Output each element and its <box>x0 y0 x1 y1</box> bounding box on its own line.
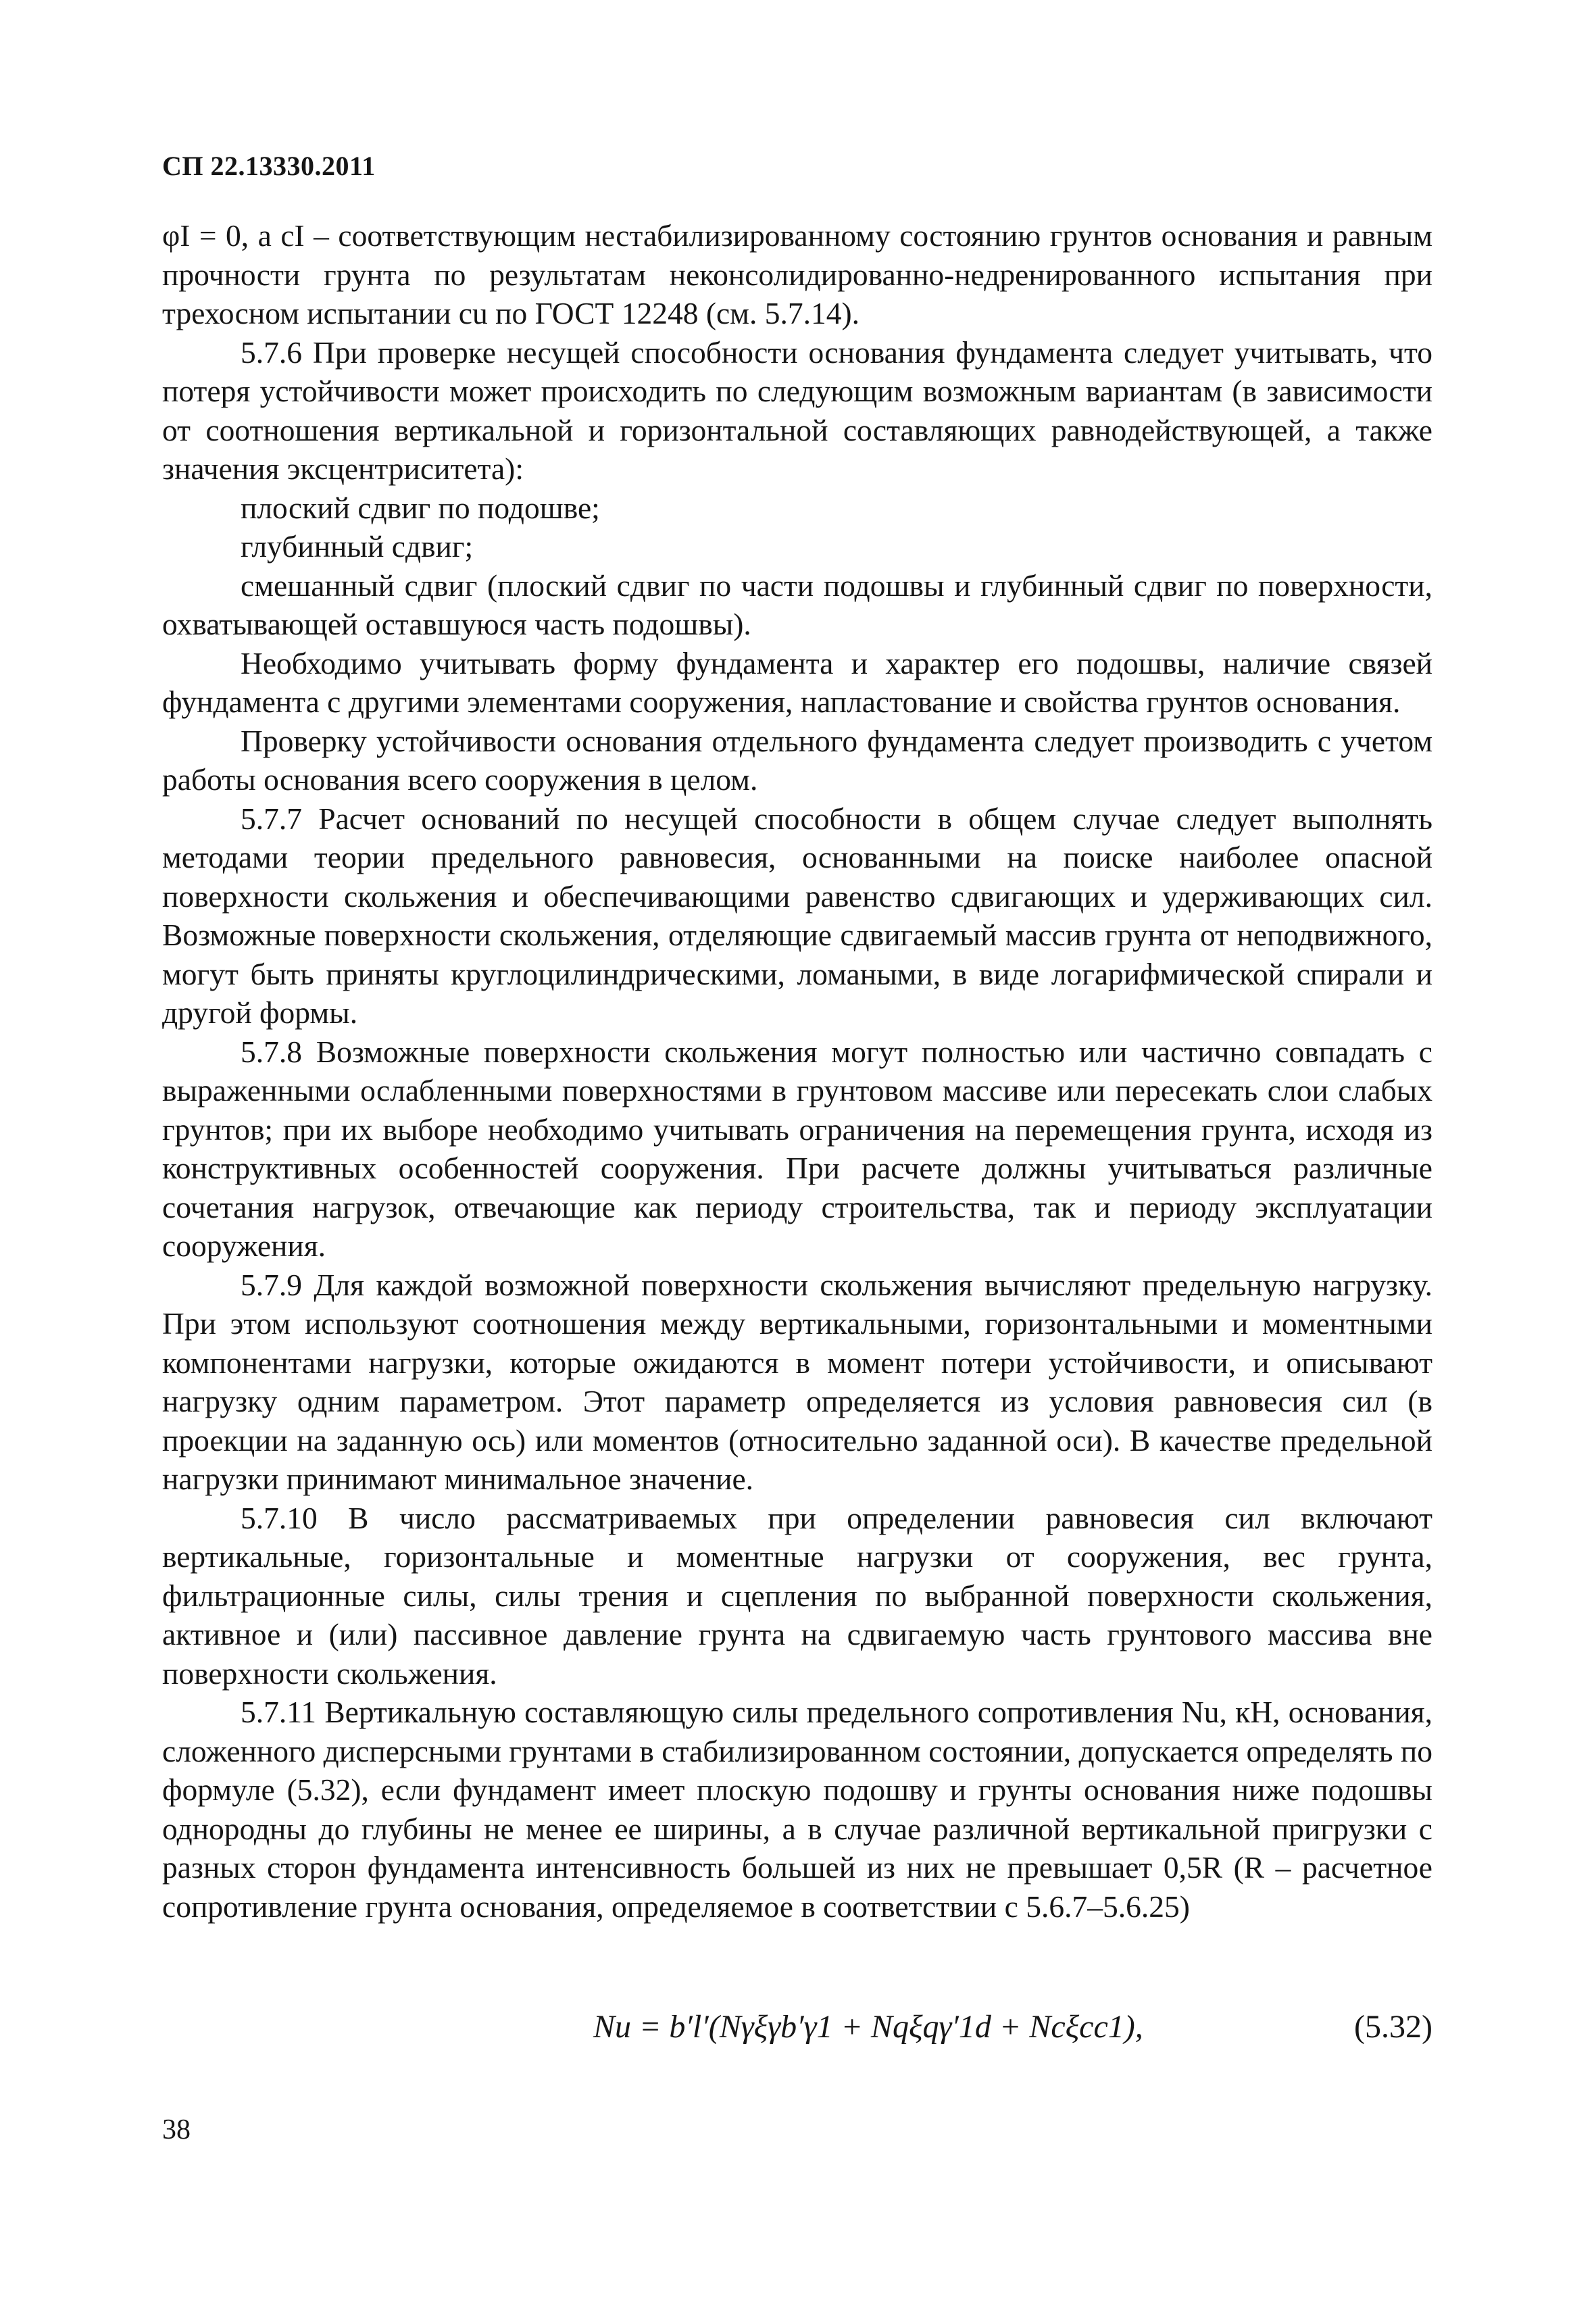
paragraph-continuation: φI = 0, а cI – соответствующим нестабилизированному состоянию грунтов основания и равным прочности грунта по результатам неконсолидированно-недренированного испытания при трехосном испытании cu по ГОСТ 12248 (см. 5.7.14). <box>162 218 1432 330</box>
paragraph-stability-check: Проверку устойчивости основания отдельного фундамента следует производить с учетом работы основания всего сооружения в целом. <box>162 723 1432 797</box>
paragraph-5-7-6: 5.7.6 При проверке несущей способности основания фундамента следует учитывать, что потеря устойчивости может происходить по следующим возможным вариантам (в зависимости от соотношения вертикальной и горизонтальной составляющих равнодействующей, а также значения эксцентриситета): <box>162 334 1432 486</box>
page-number: 38 <box>162 2114 191 2145</box>
paragraph-5-7-9: 5.7.9 Для каждой возможной поверхности скольжения вычисляют предельную нагрузку. При этом используют соотношения между вертикальными, горизонтальными и моментными компонентами нагрузки, которые ожидаются в момент потери устойчивости, и описывают нагрузку одним параметром. Этот параметр определяется из условия равновесия сил (в проекции на заданную ось) или моментов (относительно заданной оси). В качестве предельной нагрузки принимают минимальное значение. <box>162 1267 1432 1496</box>
page-body <box>162 216 1432 1926</box>
paragraph-5-7-8: 5.7.8 Возможные поверхности скольжения могут полностью или частично совпадать с выраженными ослабленными поверхностями в грунтовом массиве или пересекать слои слабых грунтов; при их выборе необходимо учитывать ограничения на перемещения грунта, исходя из конструктивных особенностей сооружения. При расчете должны учитываться различные сочетания нагрузок, отвечающие как периоду строительства, так и периоду эксплуатации сооружения. <box>162 1034 1432 1263</box>
formula-expression: Nu = b′l′(Nγξγb′γ1 + Nqξqγ′1d + Ncξcc1), <box>593 2009 1143 2045</box>
list-item-deep-shear: глубинный сдвиг; <box>241 529 474 564</box>
list-item-mixed-shear: смешанный сдвиг (плоский сдвиг по части подошвы и глубинный сдвиг по поверхности, охватывающей оставшуюся часть подошвы). <box>162 568 1432 641</box>
paragraph-foundation-shape: Необходимо учитывать форму фундамента и характер его подошвы, наличие связей фундамента с другими элементами сооружения, напластование и свойства грунтов основания. <box>162 645 1432 719</box>
list-item-flat-shear: плоский сдвиг по подошве; <box>241 490 600 525</box>
formula-5-32 <box>162 2008 1432 2056</box>
paragraph-5-7-7: 5.7.7 Расчет оснований по несущей способности в общем случае следует выполнять методами теории предельного равновесия, основанными на поиске наиболее опасной поверхности скольжения и обеспечивающими равенство сдвигающих и удерживающих сил. Возможные поверхности скольжения, отделяющие сдвигаемый массив грунта от неподвижного, могут быть приняты круглоцилиндрическими, ломаными, в виде логарифмической спирали и другой формы. <box>162 801 1432 1030</box>
formula-number: (5.32) <box>1354 2009 1432 2045</box>
paragraph-5-7-11: 5.7.11 Вертикальную составляющую силы предельного сопротивления Nu, кН, основания, сложенного дисперсными грунтами в стабилизированном состоянии, допускается определять по формуле (5.32), если фундамент имеет плоскую подошву и грунты основания ниже подошвы однородны до глубины не менее ее ширины, а в случае различной вертикальной пригрузки с разных сторон фундамента интенсивность большей из них не превышает 0,5R (R – расчетное сопротивление грунта основания, определяемое в соответствии с 5.6.7–5.6.25) <box>162 1695 1432 1924</box>
page-header: СП 22.13330.2011 <box>162 151 376 181</box>
paragraph-5-7-10: 5.7.10 В число рассматриваемых при определении равновесия сил включают вертикальные, горизонтальные и моментные нагрузки от сооружения, вес грунта, фильтрационные силы, силы трения и сцепления по выбранной поверхности скольжения, активное и (или) пассивное давление грунта на сдвигаемую часть грунтового массива вне поверхности скольжения. <box>162 1500 1432 1691</box>
